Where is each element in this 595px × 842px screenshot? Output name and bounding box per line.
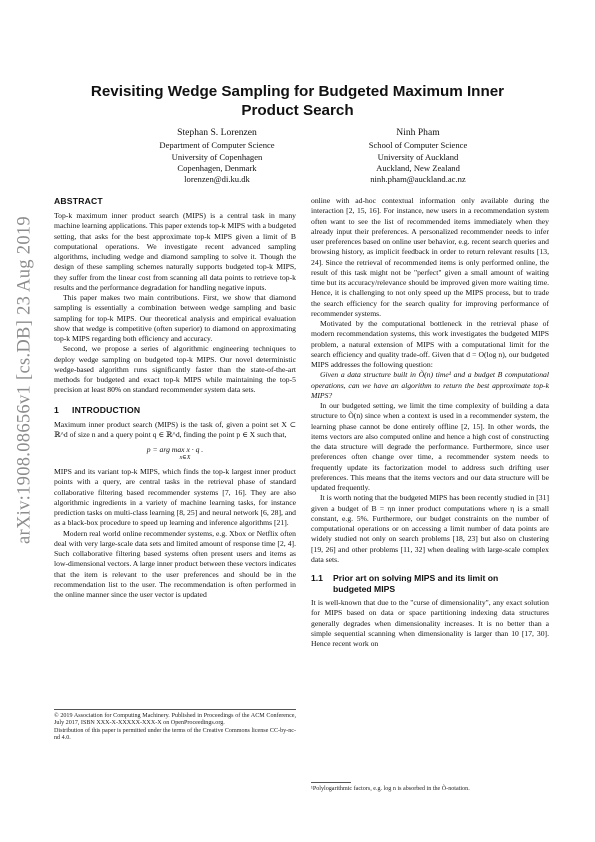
author-affiliation: School of Computer Science	[368, 140, 468, 151]
body-paragraph: In our budgeted setting, we limit the time complexity of building a data structure to Õ(n) since when a context is used in a recommender system, the learning phase cannot be done entirely offline [2, 15]. In other words, the items vectors are also computed online and hence a high cost of constructing the data structure will degrade the performance. Furthermore, since user preferences often change over time, a recommender system needs to frequently update its factorization model to address such drifting user preferences. This means that the items vectors and our data structure will be updated frequently.	[311, 401, 549, 492]
paper-title	[60, 82, 535, 120]
author-email: ninh.pham@auckland.ac.nz	[370, 174, 466, 185]
paper-title-line-2: Product Search	[241, 102, 354, 119]
footnote-text: ¹Polylogarithmic factors, e.g. log n is absorbed in the Õ-notation.	[311, 786, 470, 792]
subsection-number: 1.1	[311, 573, 323, 583]
abstract-paragraph: This paper makes two main contributions. First, we show that diamond sampling is essentially a combination between wedge sampling and basic sampling for top-k MIPS. Our theoretical analysis and empirical evaluation show that wedge is competitive (often superior) to diamond on approximating top-k MIPS regarding both efficiency and accuracy.	[54, 293, 296, 343]
copyright-text: © 2019 Association for Computing Machinery. Published in Proceedings of the ACM Conference, July 2017, ISBN XXX-X-XXXXX-XXX-X on OpenProceedings.org.	[54, 713, 296, 727]
author-institution: University of Copenhagen	[171, 151, 263, 162]
left-column	[54, 196, 296, 600]
author-location: Auckland, New Zealand	[376, 162, 460, 173]
author-institution: University of Auckland	[377, 151, 459, 162]
polylog-footnote	[311, 782, 549, 793]
section-number: 1	[54, 404, 59, 415]
arxiv-stamp	[12, 160, 38, 600]
author-name: Stephan S. Lorenzen	[177, 127, 257, 138]
body-paragraph: It is well-known that due to the "curse of dimensionality", any exact solution for MIPS based on data or space partitioning indexing data structures generally degrades when dimensionality increases. It is no better than a simple sequential scanning when dimensionality is larger than 10 [17, 30]. Hence recent work on	[311, 598, 549, 648]
equation-subscript: x∈X	[179, 455, 191, 461]
body-paragraph: It is worth noting that the budgeted MIPS has been recently studied in [31] given a budget of B = ηn inner product computations where η is a small constant, e.g. 5%. Furthermore, our budget constraints on the number of computational operations or on accessing a limit number of data points are widely studied not only on search problems [18, 23] but also on clustering [19, 26] and other problems [11, 32] when dealing with large-scale complex data sets.	[311, 493, 549, 564]
section-title: INTRODUCTION	[72, 404, 141, 415]
paper-title-line-1: Revisiting Wedge Sampling for Budgeted Maximum Inner	[90, 83, 505, 100]
abstract-paragraph: Top-k maximum inner product search (MIPS) is a central task in many machine learning applications. This paper extends top-k MIPS with a budgeted setting, that asks for the best approximate top-k MIPS given a limit of B computational operations. We investigate recent advanced sampling algorithms, including wedge and diamond sampling to solve it. Though the design of these sampling schemes naturally supports budgeted top-k MIPS, they suffer from the linear cost from scanning all data points to retrieve top-k results and the performance degradation for handling negative inputs.	[54, 211, 296, 292]
body-paragraph: MIPS and its variant top-k MIPS, which finds the top-k largest inner product points with a query, are central tasks in the retrieval phase of standard collaborative filtering based recommender systems [7, 16]. They are also algorithmic ingredients in a variety of machine learning tasks, for instance prediction tasks on multi-class learning [8, 25] and neural network [6, 28], and as a black-box procedure to speed up learning and inference algorithms [21].	[54, 467, 296, 528]
subsection-title-line-1: Prior art on solving MIPS and its limit on	[333, 573, 499, 583]
abstract-paragraph: Second, we propose a series of algorithmic engineering techniques to deploy wedge sampling on budgeted top-k MIPS. Our novel deterministic wedge-based algorithm runs significantly faster than the state-of-the-art methods for budgeted and exact top-k MIPS while maintaining the top-5 precision at least 80% on standard recommender system data sets.	[54, 344, 296, 395]
copyright-footnote	[54, 709, 296, 743]
section-heading-introduction	[54, 405, 296, 416]
author-block-2	[318, 127, 518, 185]
footnote-rule	[311, 782, 351, 783]
right-column	[311, 196, 549, 649]
author-email: lorenzen@di.ku.dk	[184, 174, 250, 185]
body-paragraph: Modern real world online recommender systems, e.g. Xbox or Netflix often deal with very large-scale data sets and limited amount of response time [2, 4]. Such collaborative filtering based systems often present users and items as low-dimensional vectors. A large inner product between these vectors indicates that the item is relevant to the user preferences and should be in the recommendation list to the user. The recommendation is often performed in the online manner since the user vector is updated	[54, 528, 296, 599]
author-affiliation: Department of Computer Science	[159, 140, 275, 151]
license-text: Distribution of this paper is permitted under the terms of the Creative Commons license CC-by-nc-nd 4.0.	[54, 727, 296, 742]
subsection-title-line-2: budgeted MIPS	[333, 584, 396, 594]
body-paragraph: Motivated by the computational bottleneck in the retrieval phase of modern recommendation systems, this work investigates the budgeted MIPS problem, a natural extension of MIPS with a computational limit for the search efficiency and quality trade-off. Given that d = O(log n), our budgeted MIPS addresses the following question:	[311, 319, 549, 369]
research-question: Given a data structure built in Õ(n) time¹ and a budget B computational operations, can we have an algorithm to return the best approximate top-k MIPS?	[311, 370, 549, 400]
abstract-heading: ABSTRACT	[54, 196, 103, 206]
author-block-1	[117, 127, 317, 185]
body-paragraph: online with ad-hoc contextual information only available during the interaction [2, 15, 16]. For instance, new users in a recommendation system often want to see the list of recommended items immediately when they already input their preferences. A personalized recommender needs to infer user preferences based on online user behavior, e.g. recent search queries and browsing history, as implicit feedback in order to return relevant results [13, 24]. Since the retrieval of recommended items is only performed online, the result of this task might not be "perfect" given a small amount of waiting time but its accuracy/relevance should be improved given more waiting time. Hence, it is challenging to not only speed up the MIPS process, but to trade the search efficiency for the search quality for improving performance of recommender systems.	[311, 196, 549, 318]
arxiv-identifier: arXiv:1908.08656v1 [cs.DB] 23 Aug 2019	[14, 216, 35, 544]
author-location: Copenhagen, Denmark	[177, 162, 257, 173]
body-paragraph: Maximum inner product search (MIPS) is the task of, given a point set X ⊂ ℝ^d of size n and a query point q ∈ ℝ^d, finding the point p ∈ X such that,	[54, 419, 296, 439]
equation-argmax	[54, 444, 296, 461]
subsection-heading	[311, 573, 549, 595]
author-name: Ninh Pham	[396, 127, 440, 138]
equation-text: p = arg max x · q .	[146, 445, 204, 454]
